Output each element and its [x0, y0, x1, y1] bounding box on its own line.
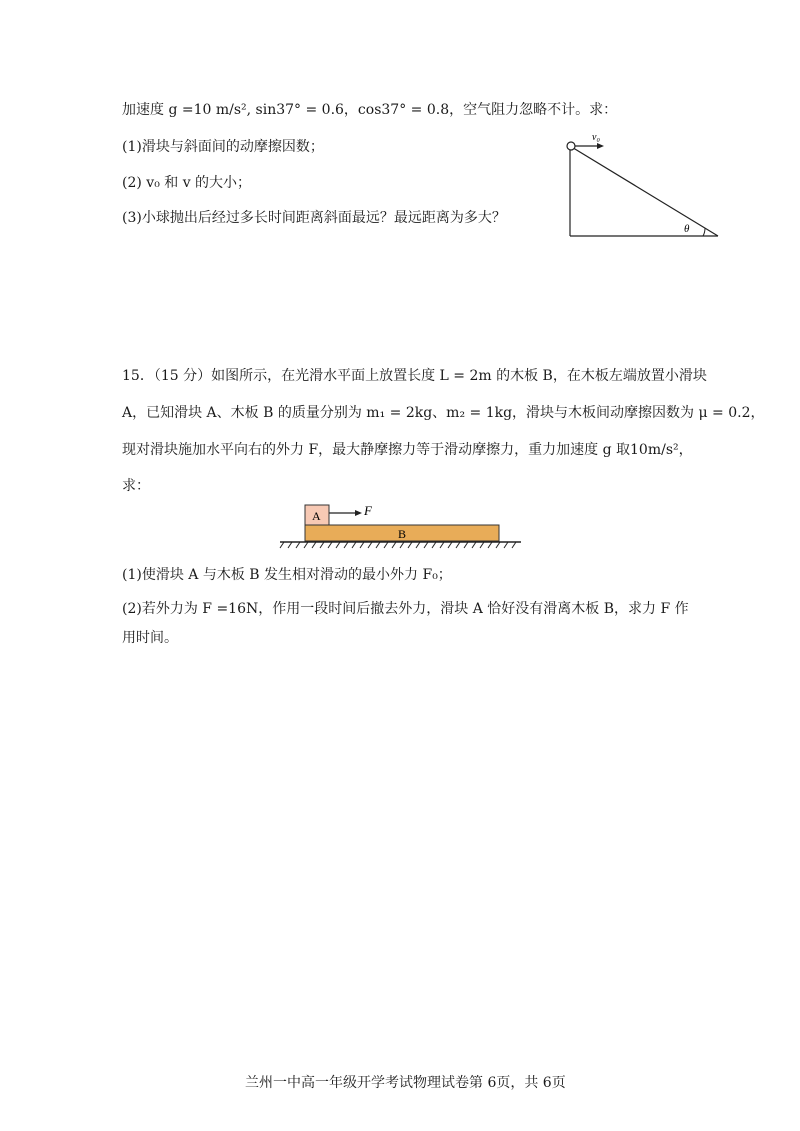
q15-part-2: (2)若外力为 F =16N，作用一段时间后撤去外力，滑块 A 恰好没有滑离木板 B，求力 F 作	[122, 601, 689, 617]
incline-slope	[570, 146, 718, 236]
q15-stem-line-2: A，已知滑块 A、木板 B 的质量分别为 m₁ = 2kg、m₂ = 1kg，滑块与木板间动摩擦因数为 μ = 0.2，	[122, 405, 765, 421]
ball	[567, 142, 575, 150]
q14-part-2: (2) v₀ 和 v 的大小；	[122, 175, 252, 191]
q14-given-text: 加速度 g =10 m/s², sin37° = 0.6，cos37° = 0.8，空气阻力忽略不计。求：	[122, 102, 618, 118]
velocity-arrowhead	[597, 143, 604, 149]
force-label: F	[364, 503, 372, 518]
q15-stem-line-1: 15．（15 分）如图所示，在光滑水平面上放置长度 L = 2m 的木板 B，在木板左端放置小滑块	[122, 368, 707, 384]
q15-part-2-cont: 用时间。	[122, 630, 178, 646]
ground-hatching	[280, 542, 516, 548]
q15-stem-line-4: 求：	[122, 478, 150, 494]
q14-incline-figure	[560, 128, 730, 243]
q15-stem-line-3: 现对滑块施加水平向右的外力 F，最大静摩擦力等于滑动摩擦力，重力加速度 g 取10m/s²，	[122, 442, 693, 458]
q14-part-3: (3)小球抛出后经过多长时间距离斜面最远？最远距离为多大？	[122, 210, 506, 226]
velocity-label: v₀	[592, 132, 600, 143]
q15-block-board-figure	[278, 498, 528, 554]
q14-part-1: (1)滑块与斜面间的动摩擦因数；	[122, 139, 324, 155]
block-A-label: A	[312, 509, 321, 523]
angle-arc	[703, 228, 705, 236]
angle-label: θ	[684, 223, 690, 235]
board-B-label: B	[398, 527, 407, 541]
page-footer: 兰州一中高一年级开学考试物理试卷第 6页，共 6页	[245, 1075, 566, 1091]
q15-part-1: (1)使滑块 A 与木板 B 发生相对滑动的最小外力 F₀；	[122, 567, 452, 583]
force-arrowhead	[355, 510, 362, 516]
